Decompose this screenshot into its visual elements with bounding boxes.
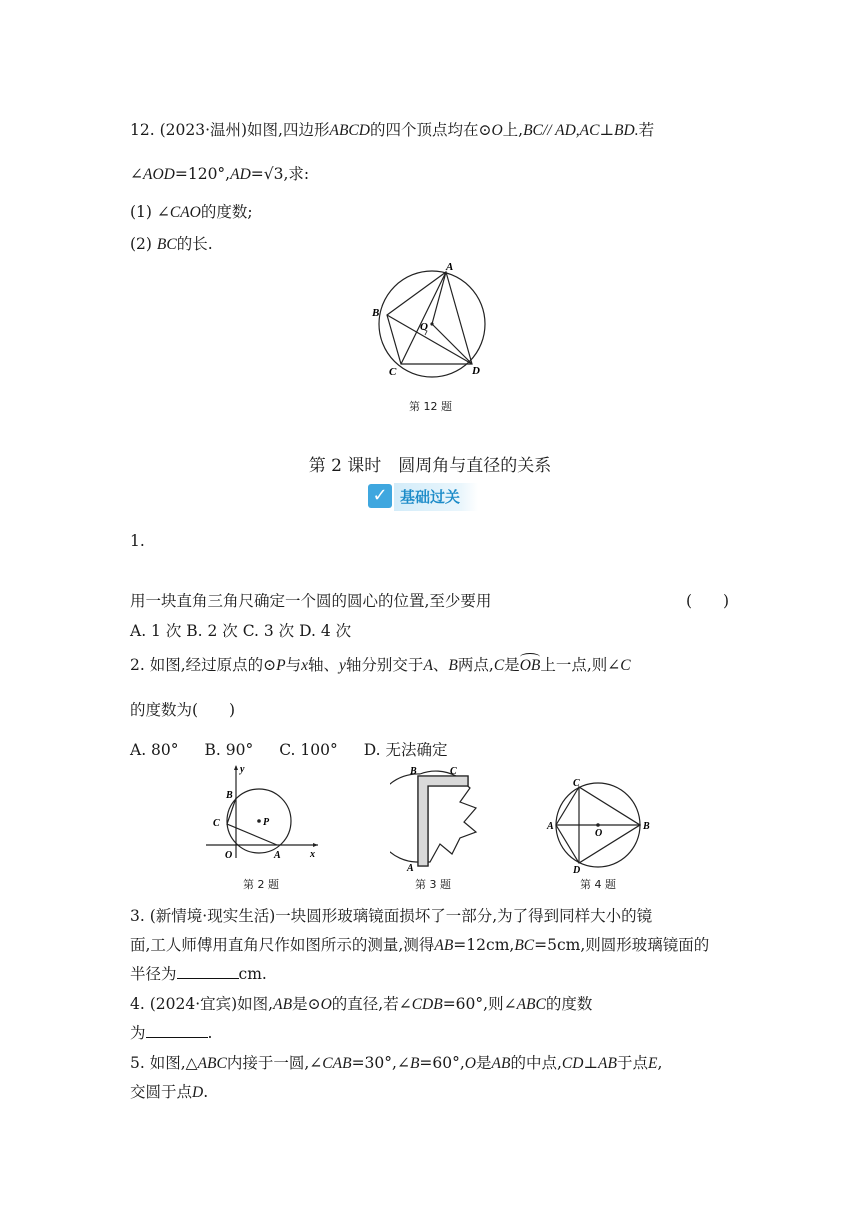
q12-caption: 第 12 题 <box>409 400 452 413</box>
figure-3 <box>390 762 490 872</box>
svg-text:B: B <box>643 821 650 832</box>
q4-answer-blank[interactable] <box>146 1023 208 1038</box>
q3-line-2: 面,工人师傅用直角尺作如图所示的测量,测得AB=12cm,BC=5cm,则圆形玻璃镜面的 <box>130 936 710 954</box>
caption-fig-2: 第 2 题 <box>243 878 279 891</box>
q1-answer-paren: ( ) <box>686 592 730 610</box>
svg-text:x: x <box>310 849 315 860</box>
q5-line-1: 5. 如图,△ABC内接于一圆,∠CAB=30°,∠B=60°,O是AB的中点,CD⊥AB于点E, <box>130 1054 663 1072</box>
q12-figure <box>368 258 498 380</box>
q2-line-1: 2. 如图,经过原点的⊙P与x轴、y轴分别交于A、B两点,C是 OB上一点,则∠C <box>130 653 631 675</box>
section-banner <box>368 483 492 511</box>
svg-text:O: O <box>595 828 603 839</box>
q2-options: A. 80° B. 90° C. 100° D. 无法确定 <box>130 741 448 759</box>
q5-line-2: 交圆于点D. <box>130 1083 209 1101</box>
q12-line-1: 12. (2023·温州)如图,四边形ABCD的四个顶点均在⊙O上,BC// AD,AC⊥BD.若 <box>130 121 655 139</box>
q12-label-c: C <box>389 366 397 378</box>
svg-text:B: B <box>226 790 233 801</box>
q12-label-d: D <box>472 365 480 377</box>
q4-line-2: 为 . <box>130 1024 213 1042</box>
figure-2 <box>200 762 322 862</box>
checkbox-icon: ✓ <box>368 484 392 508</box>
svg-text:C: C <box>450 766 457 777</box>
q4-line-1: 4. (2024·宜宾)如图,AB是⊙O的直径,若∠CDB=60°,则∠ABC的度数 <box>130 995 593 1013</box>
svg-text:B: B <box>410 766 417 777</box>
svg-text:y: y <box>240 764 245 775</box>
q1-number: 1. <box>130 532 145 550</box>
arc-ob: OB <box>520 657 541 674</box>
q1-options: A. 1 次 B. 2 次 C. 3 次 D. 4 次 <box>130 622 352 640</box>
q12-part-2: (2) BC的长. <box>130 235 213 253</box>
banner-label: 基础过关 <box>394 483 478 511</box>
section-title: 第 2 课时 圆周角与直径的关系 <box>308 456 552 476</box>
svg-text:C: C <box>213 818 220 829</box>
q12-label-b: B <box>372 307 380 319</box>
q3-answer-blank[interactable] <box>177 964 239 979</box>
q12-label-o: O <box>420 321 428 333</box>
svg-text:A: A <box>547 821 554 832</box>
q3-line-3: 半径为 cm. <box>130 965 267 983</box>
q12-label-a: A <box>446 261 454 273</box>
q3-line-1: 3. (新情境·现实生活)一块圆形玻璃镜面损坏了一部分,为了得到同样大小的镜 <box>130 907 653 925</box>
svg-text:A: A <box>274 850 281 861</box>
arc-mark-icon <box>520 653 541 661</box>
q12-part-1: (1) ∠CAO的度数; <box>130 203 253 221</box>
svg-text:D: D <box>573 865 581 876</box>
q1-text: 用一块直角三角尺确定一个圆的圆心的位置,至少要用 <box>130 592 492 610</box>
svg-text:P: P <box>263 817 270 828</box>
q2-line-2: 的度数为( ) <box>130 701 236 719</box>
caption-fig-3: 第 3 题 <box>415 878 451 891</box>
svg-text:C: C <box>573 778 580 789</box>
q12-line-2: ∠AOD=120°,AD=√3,求: <box>130 165 310 183</box>
svg-text:O: O <box>225 850 233 861</box>
svg-text:A: A <box>407 863 414 872</box>
caption-fig-4: 第 4 题 <box>580 878 616 891</box>
figure-4 <box>543 772 659 876</box>
